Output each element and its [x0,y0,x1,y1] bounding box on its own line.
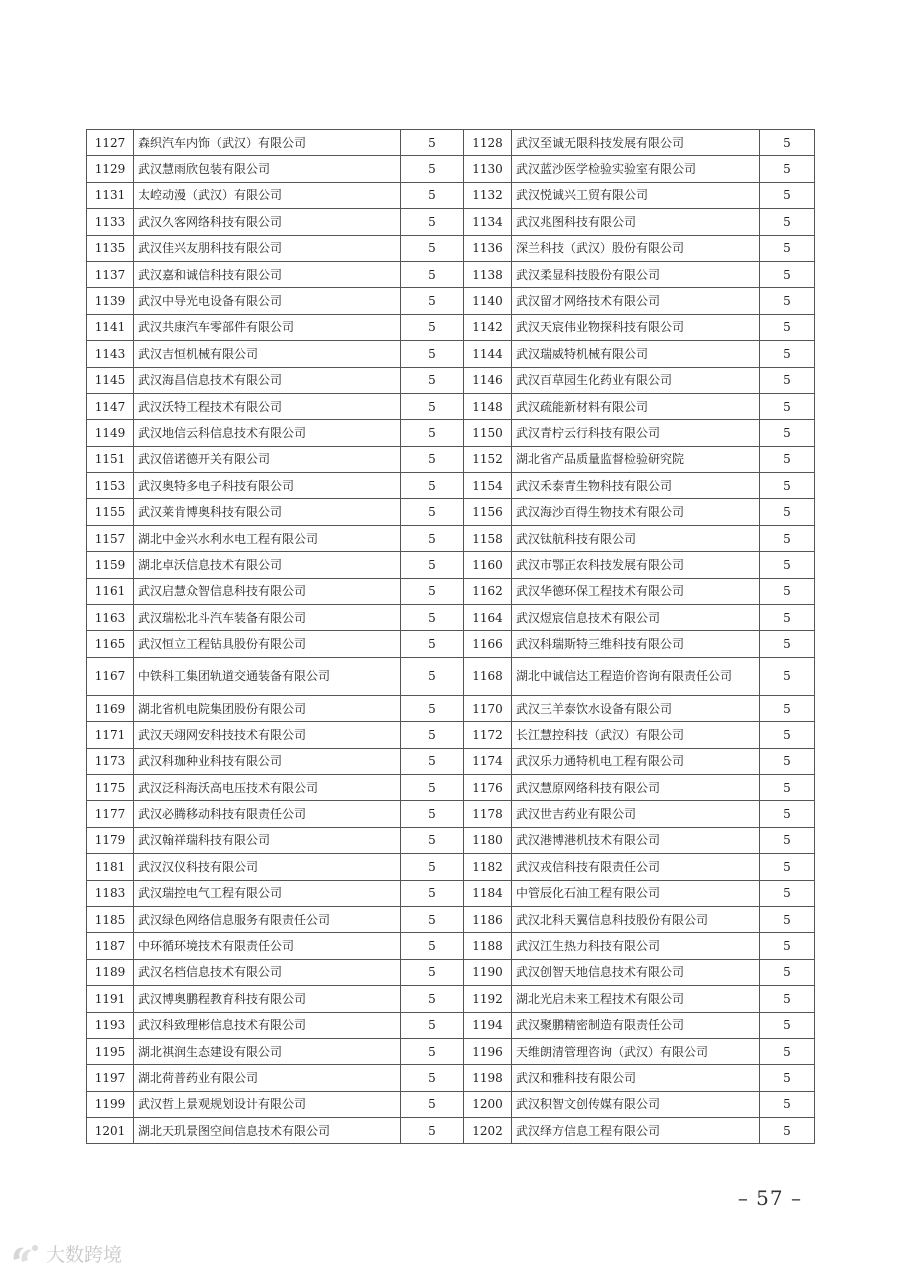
left-name-cell: 中铁科工集团轨道交通装备有限公司 [134,657,401,695]
table-row [87,314,815,340]
watermark-text: 大数跨境 [46,1244,123,1266]
left-score-cell: 5 [401,1118,464,1144]
left-number-cell: 1137 [87,261,134,287]
left-number-cell: 1189 [87,959,134,985]
left-score-cell: 5 [401,801,464,827]
right-score-cell: 5 [760,631,815,657]
table-row [87,801,815,827]
right-name-cell: 武汉市鄂正农科技发展有限公司 [512,552,760,578]
left-score-cell: 5 [401,235,464,261]
right-name-cell: 武汉创智天地信息技术有限公司 [512,959,760,985]
left-number-cell: 1135 [87,235,134,261]
table-row [87,605,815,631]
right-name-cell: 武汉科瑞斯特三维科技有限公司 [512,631,760,657]
left-number-cell: 1165 [87,631,134,657]
right-name-cell: 武汉戎信科技有限责任公司 [512,854,760,880]
table-row [87,959,815,985]
table-row [87,420,815,446]
table-row [87,906,815,932]
right-number-cell: 1202 [464,1118,512,1144]
right-name-cell: 武汉积智文创传媒有限公司 [512,1091,760,1117]
right-score-cell: 5 [760,552,815,578]
right-score-cell: 5 [760,499,815,525]
right-score-cell: 5 [760,1038,815,1064]
left-number-cell: 1195 [87,1038,134,1064]
left-name-cell: 湖北祺润生态建设有限公司 [134,1038,401,1064]
table-row [87,695,815,721]
right-name-cell: 武汉煜宸信息技术有限公司 [512,605,760,631]
left-name-cell: 湖北卓沃信息技术有限公司 [134,552,401,578]
left-number-cell: 1145 [87,367,134,393]
left-number-cell: 1153 [87,473,134,499]
table-body [87,130,815,1144]
left-number-cell: 1177 [87,801,134,827]
left-number-cell: 1173 [87,748,134,774]
left-name-cell: 武汉嘉和诚信科技有限公司 [134,261,401,287]
right-name-cell: 深兰科技（武汉）股份有限公司 [512,235,760,261]
right-number-cell: 1156 [464,499,512,525]
right-name-cell: 长江慧控科技（武汉）有限公司 [512,722,760,748]
right-name-cell: 湖北光启未来工程技术有限公司 [512,986,760,1012]
left-name-cell: 武汉奥特多电子科技有限公司 [134,473,401,499]
right-score-cell: 5 [760,774,815,800]
right-score-cell: 5 [760,420,815,446]
left-number-cell: 1169 [87,695,134,721]
left-score-cell: 5 [401,130,464,156]
right-name-cell: 湖北中诚信达工程造价咨询有限责任公司 [512,657,760,695]
left-number-cell: 1159 [87,552,134,578]
right-number-cell: 1178 [464,801,512,827]
right-score-cell: 5 [760,182,815,208]
table-row [87,722,815,748]
right-number-cell: 1158 [464,525,512,551]
left-score-cell: 5 [401,854,464,880]
right-name-cell: 武汉钛航科技有限公司 [512,525,760,551]
right-number-cell: 1174 [464,748,512,774]
left-name-cell: 武汉必腾移动科技有限责任公司 [134,801,401,827]
right-score-cell: 5 [760,1065,815,1091]
table-row [87,880,815,906]
right-name-cell: 武汉柔显科技股份有限公司 [512,261,760,287]
right-number-cell: 1160 [464,552,512,578]
right-number-cell: 1164 [464,605,512,631]
right-number-cell: 1182 [464,854,512,880]
left-score-cell: 5 [401,499,464,525]
left-number-cell: 1199 [87,1091,134,1117]
left-name-cell: 太崆动漫（武汉）有限公司 [134,182,401,208]
left-score-cell: 5 [401,261,464,287]
table-row [87,446,815,472]
left-number-cell: 1193 [87,1012,134,1038]
table-row [87,854,815,880]
table-row [87,182,815,208]
right-number-cell: 1188 [464,933,512,959]
left-name-cell: 武汉莱肯博奥科技有限公司 [134,499,401,525]
left-score-cell: 5 [401,827,464,853]
right-name-cell: 武汉青柠云行科技有限公司 [512,420,760,446]
right-name-cell: 武汉江生热力科技有限公司 [512,933,760,959]
right-score-cell: 5 [760,748,815,774]
left-name-cell: 武汉吉恒机械有限公司 [134,341,401,367]
left-name-cell: 武汉瑞控电气工程有限公司 [134,880,401,906]
right-number-cell: 1134 [464,209,512,235]
right-score-cell: 5 [760,801,815,827]
left-number-cell: 1127 [87,130,134,156]
right-name-cell: 武汉聚鹏精密制造有限责任公司 [512,1012,760,1038]
table-row [87,631,815,657]
left-number-cell: 1133 [87,209,134,235]
right-name-cell: 武汉疏能新材料有限公司 [512,393,760,419]
left-name-cell: 湖北省机电院集团股份有限公司 [134,695,401,721]
right-score-cell: 5 [760,1118,815,1144]
logo-icon [10,1242,40,1266]
left-name-cell: 武汉科珈种业科技有限公司 [134,748,401,774]
right-score-cell: 5 [760,854,815,880]
left-name-cell: 武汉科致理彬信息技术有限公司 [134,1012,401,1038]
left-name-cell: 武汉沃特工程技术有限公司 [134,393,401,419]
company-table [86,129,815,1144]
left-score-cell: 5 [401,1012,464,1038]
right-number-cell: 1144 [464,341,512,367]
left-number-cell: 1141 [87,314,134,340]
left-number-cell: 1139 [87,288,134,314]
right-score-cell: 5 [760,695,815,721]
right-number-cell: 1170 [464,695,512,721]
right-score-cell: 5 [760,959,815,985]
right-name-cell: 中管辰化石油工程有限公司 [512,880,760,906]
page-number: – 57 – [737,1186,802,1210]
right-score-cell: 5 [760,525,815,551]
left-number-cell: 1155 [87,499,134,525]
right-name-cell: 武汉蓝沙医学检验实验室有限公司 [512,156,760,182]
right-number-cell: 1138 [464,261,512,287]
right-number-cell: 1192 [464,986,512,1012]
left-name-cell: 武汉汉仪科技有限公司 [134,854,401,880]
left-name-cell: 中环循环境技术有限责任公司 [134,933,401,959]
left-name-cell: 武汉绿色网络信息服务有限责任公司 [134,906,401,932]
right-name-cell: 湖北省产品质量监督检验研究院 [512,446,760,472]
table-row [87,261,815,287]
right-number-cell: 1142 [464,314,512,340]
right-score-cell: 5 [760,393,815,419]
right-number-cell: 1140 [464,288,512,314]
table-row [87,552,815,578]
right-score-cell: 5 [760,235,815,261]
left-score-cell: 5 [401,420,464,446]
left-number-cell: 1187 [87,933,134,959]
left-name-cell: 武汉翰祥瑞科技有限公司 [134,827,401,853]
table-row [87,933,815,959]
right-number-cell: 1130 [464,156,512,182]
right-number-cell: 1194 [464,1012,512,1038]
right-name-cell: 武汉华德环保工程技术有限公司 [512,578,760,604]
right-score-cell: 5 [760,130,815,156]
right-name-cell: 武汉悦诚兴工贸有限公司 [512,182,760,208]
table-row [87,986,815,1012]
left-number-cell: 1181 [87,854,134,880]
left-score-cell: 5 [401,1038,464,1064]
right-number-cell: 1146 [464,367,512,393]
right-number-cell: 1172 [464,722,512,748]
table-row [87,235,815,261]
left-score-cell: 5 [401,959,464,985]
right-score-cell: 5 [760,906,815,932]
left-name-cell: 武汉慧雨欣包装有限公司 [134,156,401,182]
left-score-cell: 5 [401,880,464,906]
right-score-cell: 5 [760,986,815,1012]
left-name-cell: 湖北天玑景图空间信息技术有限公司 [134,1118,401,1144]
right-name-cell: 武汉绎方信息工程有限公司 [512,1118,760,1144]
left-number-cell: 1201 [87,1118,134,1144]
right-score-cell: 5 [760,1091,815,1117]
left-score-cell: 5 [401,1091,464,1117]
left-score-cell: 5 [401,605,464,631]
left-name-cell: 湖北荷普药业有限公司 [134,1065,401,1091]
left-number-cell: 1171 [87,722,134,748]
left-number-cell: 1167 [87,657,134,695]
left-number-cell: 1129 [87,156,134,182]
left-score-cell: 5 [401,906,464,932]
right-name-cell: 武汉禾泰青生物科技有限公司 [512,473,760,499]
right-number-cell: 1200 [464,1091,512,1117]
left-number-cell: 1147 [87,393,134,419]
right-score-cell: 5 [760,209,815,235]
right-number-cell: 1136 [464,235,512,261]
right-name-cell: 武汉瑞威特机械有限公司 [512,341,760,367]
table-row [87,156,815,182]
right-score-cell: 5 [760,288,815,314]
right-name-cell: 天维朗清管理咨询（武汉）有限公司 [512,1038,760,1064]
right-score-cell: 5 [760,367,815,393]
left-name-cell: 武汉名档信息技术有限公司 [134,959,401,985]
watermark [10,1240,122,1267]
right-score-cell: 5 [760,933,815,959]
right-score-cell: 5 [760,156,815,182]
left-score-cell: 5 [401,748,464,774]
right-name-cell: 武汉和雅科技有限公司 [512,1065,760,1091]
left-number-cell: 1149 [87,420,134,446]
right-score-cell: 5 [760,341,815,367]
table-row [87,578,815,604]
left-number-cell: 1185 [87,906,134,932]
right-score-cell: 5 [760,1012,815,1038]
left-score-cell: 5 [401,393,464,419]
left-name-cell: 武汉启慧众智信息科技有限公司 [134,578,401,604]
left-name-cell: 武汉博奥鹏程教育科技有限公司 [134,986,401,1012]
right-name-cell: 武汉三羊泰饮水设备有限公司 [512,695,760,721]
table-row [87,827,815,853]
right-score-cell: 5 [760,261,815,287]
left-score-cell: 5 [401,288,464,314]
right-score-cell: 5 [760,578,815,604]
left-name-cell: 武汉地信云科信息技术有限公司 [134,420,401,446]
table-row [87,499,815,525]
right-name-cell: 武汉天宸伟业物探科技有限公司 [512,314,760,340]
table-row [87,1038,815,1064]
right-number-cell: 1184 [464,880,512,906]
left-number-cell: 1183 [87,880,134,906]
table-row [87,1118,815,1144]
left-score-cell: 5 [401,446,464,472]
table-row [87,1065,815,1091]
right-number-cell: 1132 [464,182,512,208]
right-number-cell: 1152 [464,446,512,472]
left-score-cell: 5 [401,657,464,695]
left-number-cell: 1157 [87,525,134,551]
right-name-cell: 武汉慧原网络科技有限公司 [512,774,760,800]
left-name-cell: 武汉泛科海沃高电压技术有限公司 [134,774,401,800]
right-name-cell: 武汉百草园生化药业有限公司 [512,367,760,393]
left-score-cell: 5 [401,367,464,393]
left-score-cell: 5 [401,525,464,551]
right-number-cell: 1176 [464,774,512,800]
right-score-cell: 5 [760,827,815,853]
left-name-cell: 湖北中金兴水利水电工程有限公司 [134,525,401,551]
table-row [87,748,815,774]
table-row [87,1091,815,1117]
right-name-cell: 武汉至诚无限科技发展有限公司 [512,130,760,156]
left-score-cell: 5 [401,314,464,340]
right-number-cell: 1154 [464,473,512,499]
left-score-cell: 5 [401,552,464,578]
left-score-cell: 5 [401,156,464,182]
right-number-cell: 1128 [464,130,512,156]
right-name-cell: 武汉北科天翼信息科技股份有限公司 [512,906,760,932]
right-score-cell: 5 [760,446,815,472]
right-score-cell: 5 [760,880,815,906]
left-score-cell: 5 [401,774,464,800]
left-name-cell: 武汉倍诺德开关有限公司 [134,446,401,472]
left-score-cell: 5 [401,631,464,657]
right-number-cell: 1162 [464,578,512,604]
left-score-cell: 5 [401,695,464,721]
right-number-cell: 1190 [464,959,512,985]
right-score-cell: 5 [760,722,815,748]
table-row [87,473,815,499]
right-name-cell: 武汉留才网络技术有限公司 [512,288,760,314]
right-number-cell: 1166 [464,631,512,657]
left-name-cell: 武汉共康汽车零部件有限公司 [134,314,401,340]
right-name-cell: 武汉港博港机技术有限公司 [512,827,760,853]
left-number-cell: 1175 [87,774,134,800]
right-score-cell: 5 [760,605,815,631]
table-row [87,774,815,800]
right-number-cell: 1150 [464,420,512,446]
right-score-cell: 5 [760,473,815,499]
table-row [87,367,815,393]
left-name-cell: 森织汽车内饰（武汉）有限公司 [134,130,401,156]
right-number-cell: 1168 [464,657,512,695]
table-row [87,1012,815,1038]
left-score-cell: 5 [401,578,464,604]
right-score-cell: 5 [760,657,815,695]
right-name-cell: 武汉兆图科技有限公司 [512,209,760,235]
right-number-cell: 1196 [464,1038,512,1064]
left-score-cell: 5 [401,341,464,367]
table-row [87,130,815,156]
table-row [87,393,815,419]
table-row [87,657,815,695]
left-score-cell: 5 [401,722,464,748]
left-name-cell: 武汉久客网络科技有限公司 [134,209,401,235]
left-name-cell: 武汉天翊网安科技技术有限公司 [134,722,401,748]
table-row [87,341,815,367]
table-row [87,288,815,314]
left-score-cell: 5 [401,1065,464,1091]
left-name-cell: 武汉哲上景观规划设计有限公司 [134,1091,401,1117]
left-name-cell: 武汉中导光电设备有限公司 [134,288,401,314]
left-score-cell: 5 [401,182,464,208]
right-name-cell: 武汉世吉药业有限公司 [512,801,760,827]
left-score-cell: 5 [401,209,464,235]
right-score-cell: 5 [760,314,815,340]
left-name-cell: 武汉佳兴友朋科技有限公司 [134,235,401,261]
left-number-cell: 1163 [87,605,134,631]
left-number-cell: 1161 [87,578,134,604]
left-score-cell: 5 [401,986,464,1012]
left-score-cell: 5 [401,473,464,499]
left-name-cell: 武汉海昌信息技术有限公司 [134,367,401,393]
left-number-cell: 1151 [87,446,134,472]
left-name-cell: 武汉瑞松北斗汽车装备有限公司 [134,605,401,631]
left-number-cell: 1131 [87,182,134,208]
table-row [87,209,815,235]
right-name-cell: 武汉乐力通特机电工程有限公司 [512,748,760,774]
left-name-cell: 武汉恒立工程钻具股份有限公司 [134,631,401,657]
left-number-cell: 1179 [87,827,134,853]
right-name-cell: 武汉海沙百得生物技术有限公司 [512,499,760,525]
left-number-cell: 1191 [87,986,134,1012]
table-row [87,525,815,551]
left-score-cell: 5 [401,933,464,959]
right-number-cell: 1180 [464,827,512,853]
left-number-cell: 1197 [87,1065,134,1091]
right-number-cell: 1148 [464,393,512,419]
left-number-cell: 1143 [87,341,134,367]
right-number-cell: 1186 [464,906,512,932]
right-number-cell: 1198 [464,1065,512,1091]
